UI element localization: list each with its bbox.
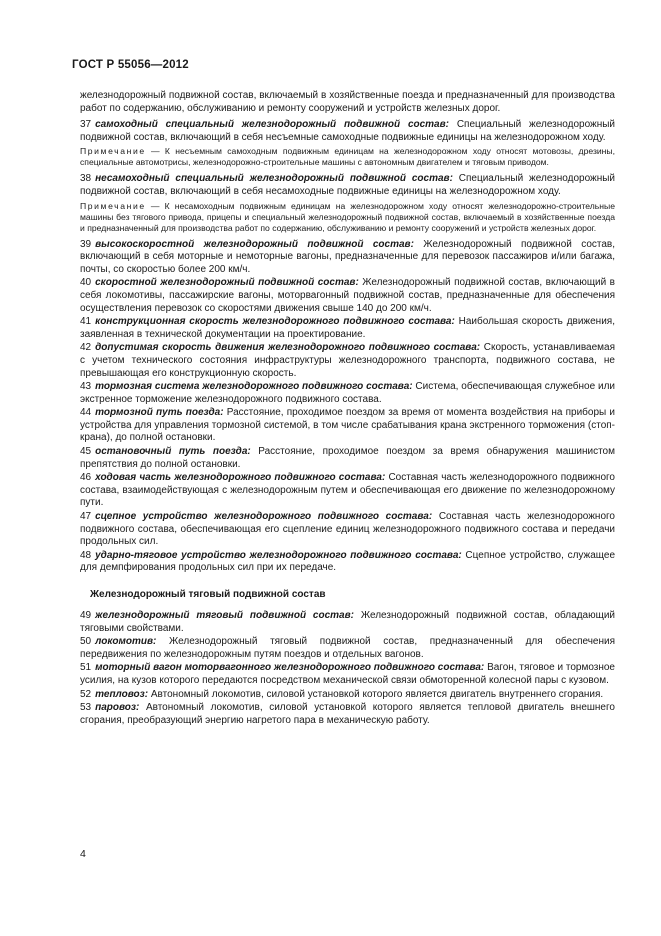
term-name: ударно-тяговое устройство железнодорожного подвижного состава: [95, 549, 462, 561]
term-definition: Скорость, устанавливаемая с учетом технического состояния инфраструктуры железнодорожного транспорта, подвижного состава, не превышающая его конструкционную скорость. [80, 342, 616, 379]
term-definition: Железнодорожный подвижной состав, включающий в себя локомотивы, пассажирские вагоны, моторвагонный подвижной состав, предназначенные для обеспечения осуществления перевозок со скоростями движения свыше 140 до 200 км/ч. [80, 277, 615, 314]
term-entry [80, 446, 615, 471]
term-number: 48 [80, 549, 92, 561]
term-name: моторный вагон моторвагонного железнодорожного подвижного состава: [95, 662, 485, 674]
term-entry [80, 119, 615, 144]
term-number: 38 [80, 173, 92, 185]
term-definition: Железнодорожный подвижной состав, включающий в себя моторные и немоторные вагоны, предназначенные для перевозок пассажиров и/или багажа, почты, со скоростью более 200 км/ч. [80, 238, 616, 275]
term-name: самоходный специальный железнодорожный подвижной состав: [95, 119, 449, 131]
section-heading: Железнодорожный тяговый подвижной состав [90, 589, 326, 600]
term-number: 39 [80, 238, 92, 250]
doc-header: ГОСТ Р 55056—2012 [72, 59, 189, 71]
term-definition: Специальный железнодорожный подвижной состав, включающий в себя несъемные самоходные подвижные единицы на железнодорожном ходу. [80, 119, 615, 143]
term-name: паровоз: [95, 702, 140, 714]
term-name: сцепное устройство железнодорожного подвижного состава: [95, 511, 433, 523]
term-name: скоростной железнодорожный подвижной состав: [95, 277, 359, 289]
term-definition: Расстояние, проходимое поездом за время от момента воздействия на приборы и устройства для управления тормозной системой, в том числе срабатывания крана экстренного торможения (стоп-крана), до полной остановки. [80, 407, 615, 444]
term-entry [80, 702, 615, 727]
term-number: 49 [80, 610, 92, 621]
term-name: остановочный путь поезда: [95, 446, 251, 458]
term-entry [80, 407, 615, 445]
term-number: 44 [80, 407, 92, 419]
note-text: — К несъемным самоходным подвижным единицам на железнодорожном ходу относят мотовозы, дрезины, специальные автомотрисы, железнодорожно-строительные машины с автономным двигателем и тяговым приводом. [80, 146, 615, 168]
term-entry [80, 610, 615, 635]
term-number: 45 [80, 446, 92, 458]
term-name: конструкционная скорость железнодорожного подвижного состава: [95, 316, 455, 328]
page-number: 4 [80, 848, 86, 860]
term-entry [80, 316, 615, 341]
term-definition: Составная часть железнодорожного подвижного состава, обеспечивающая его сцепление единиц железнодорожного подвижного состава и передачи продольных сил. [80, 511, 615, 548]
term-name: допустимая скорость движения железнодорожного подвижного состава: [95, 342, 481, 354]
term-definition: Система, обеспечивающая служебное или экстренное торможение железнодорожного подвижного состава. [80, 381, 615, 405]
term-name: тормозная система железнодорожного подвижного состава: [95, 381, 413, 393]
term-entry [80, 342, 615, 380]
note-label: Примечание [80, 146, 146, 157]
term-name: высокоскоростной железнодорожный подвижной состав: [95, 238, 414, 250]
term-number: 43 [80, 381, 92, 393]
term-number: 53 [80, 702, 92, 714]
term-definition: Составная часть железнодорожного подвижного состава, взаимодействующая с железнодорожным путем и обеспечивающая его движение по железнодорожному пути. [80, 472, 615, 509]
term-entry [80, 662, 615, 687]
term-entry [80, 173, 615, 198]
term-number: 40 [80, 277, 92, 289]
note [80, 201, 615, 234]
term-entry [80, 472, 615, 510]
term-definition: Вагон, тяговое и тормозное усилия, на кузов которого передаются посредством механической связи обмоторенной колесной пары с кузовом. [80, 662, 615, 686]
term-name: тормозной путь поезда: [95, 407, 224, 419]
term-number: 46 [80, 472, 92, 484]
term-definition: Расстояние, проходимое поездом за время обнаружения машинистом препятствия до полной остановки. [80, 446, 615, 470]
term-name: железнодорожный тяговый подвижной состав: [95, 610, 354, 621]
term-name: локомотив: [95, 636, 157, 648]
term-name: ходовая часть железнодорожного подвижного состава: [95, 472, 386, 484]
term-number: 50 [80, 636, 92, 648]
note [80, 146, 615, 168]
term-definition: Железнодорожный подвижной состав, обладающий тяговыми свойствами. [80, 610, 615, 634]
term-entry [80, 277, 615, 315]
term-number: 37 [80, 119, 92, 131]
term-number: 47 [80, 511, 92, 523]
term-entry [80, 511, 615, 549]
term-name: несамоходный специальный железнодорожный подвижной состав: [95, 173, 453, 185]
term-number: 41 [80, 316, 92, 328]
term-name: тепловоз: [95, 688, 149, 700]
term-definition: Специальный железнодорожный подвижной состав, включающий в себя несамоходные подвижные единицы на железнодорожном ходу. [80, 173, 615, 197]
term-entry [80, 381, 615, 406]
document-body [80, 90, 615, 728]
intro-paragraph: железнодорожный подвижной состав, включаемый в хозяйственные поезда и предназначенный для производства работ по содержанию, обслуживанию и ремонту сооружений и устройств железных дорог. [80, 90, 615, 114]
term-entry [80, 636, 615, 661]
term-number: 52 [80, 688, 92, 700]
term-number: 42 [80, 342, 92, 354]
term-number: 51 [80, 662, 92, 674]
term-entry [80, 689, 615, 702]
term-entry [80, 239, 615, 277]
note-label: Примечание [80, 200, 146, 211]
term-entry [80, 550, 615, 575]
term-definition: Автономный локомотив, силовой установкой которого является тепловой двигатель внешнего сгорания, преобразующий энергию нагретого пара в механическую работу. [80, 702, 615, 726]
term-definition: Автономный локомотив, силовой установкой которого является двигатель внутреннего сгорания. [150, 688, 604, 700]
term-definition: Сцепное устройство, служащее для демпфирования продольных сил при их передаче. [80, 549, 616, 574]
term-definition: Наибольшая скорость движения, заявленная в технической документации на проектирование. [80, 316, 615, 340]
note-text: — К несамоходным подвижным единицам на железнодорожном ходу относят железнодорожно-строительные машины без тягового привода, прицепы и специальный железнодорожный подвижной состав, включаемый в хозяйственные поезда и предназначенный для производства работ по содержанию, обслуживанию и ремонту сооружений и устройств железных дорог. [80, 200, 615, 233]
term-definition: Железнодорожный тяговый подвижной состав, предназначенный для обеспечения передвижения по железнодорожным путям поездов и отдельных вагонов. [80, 636, 616, 660]
